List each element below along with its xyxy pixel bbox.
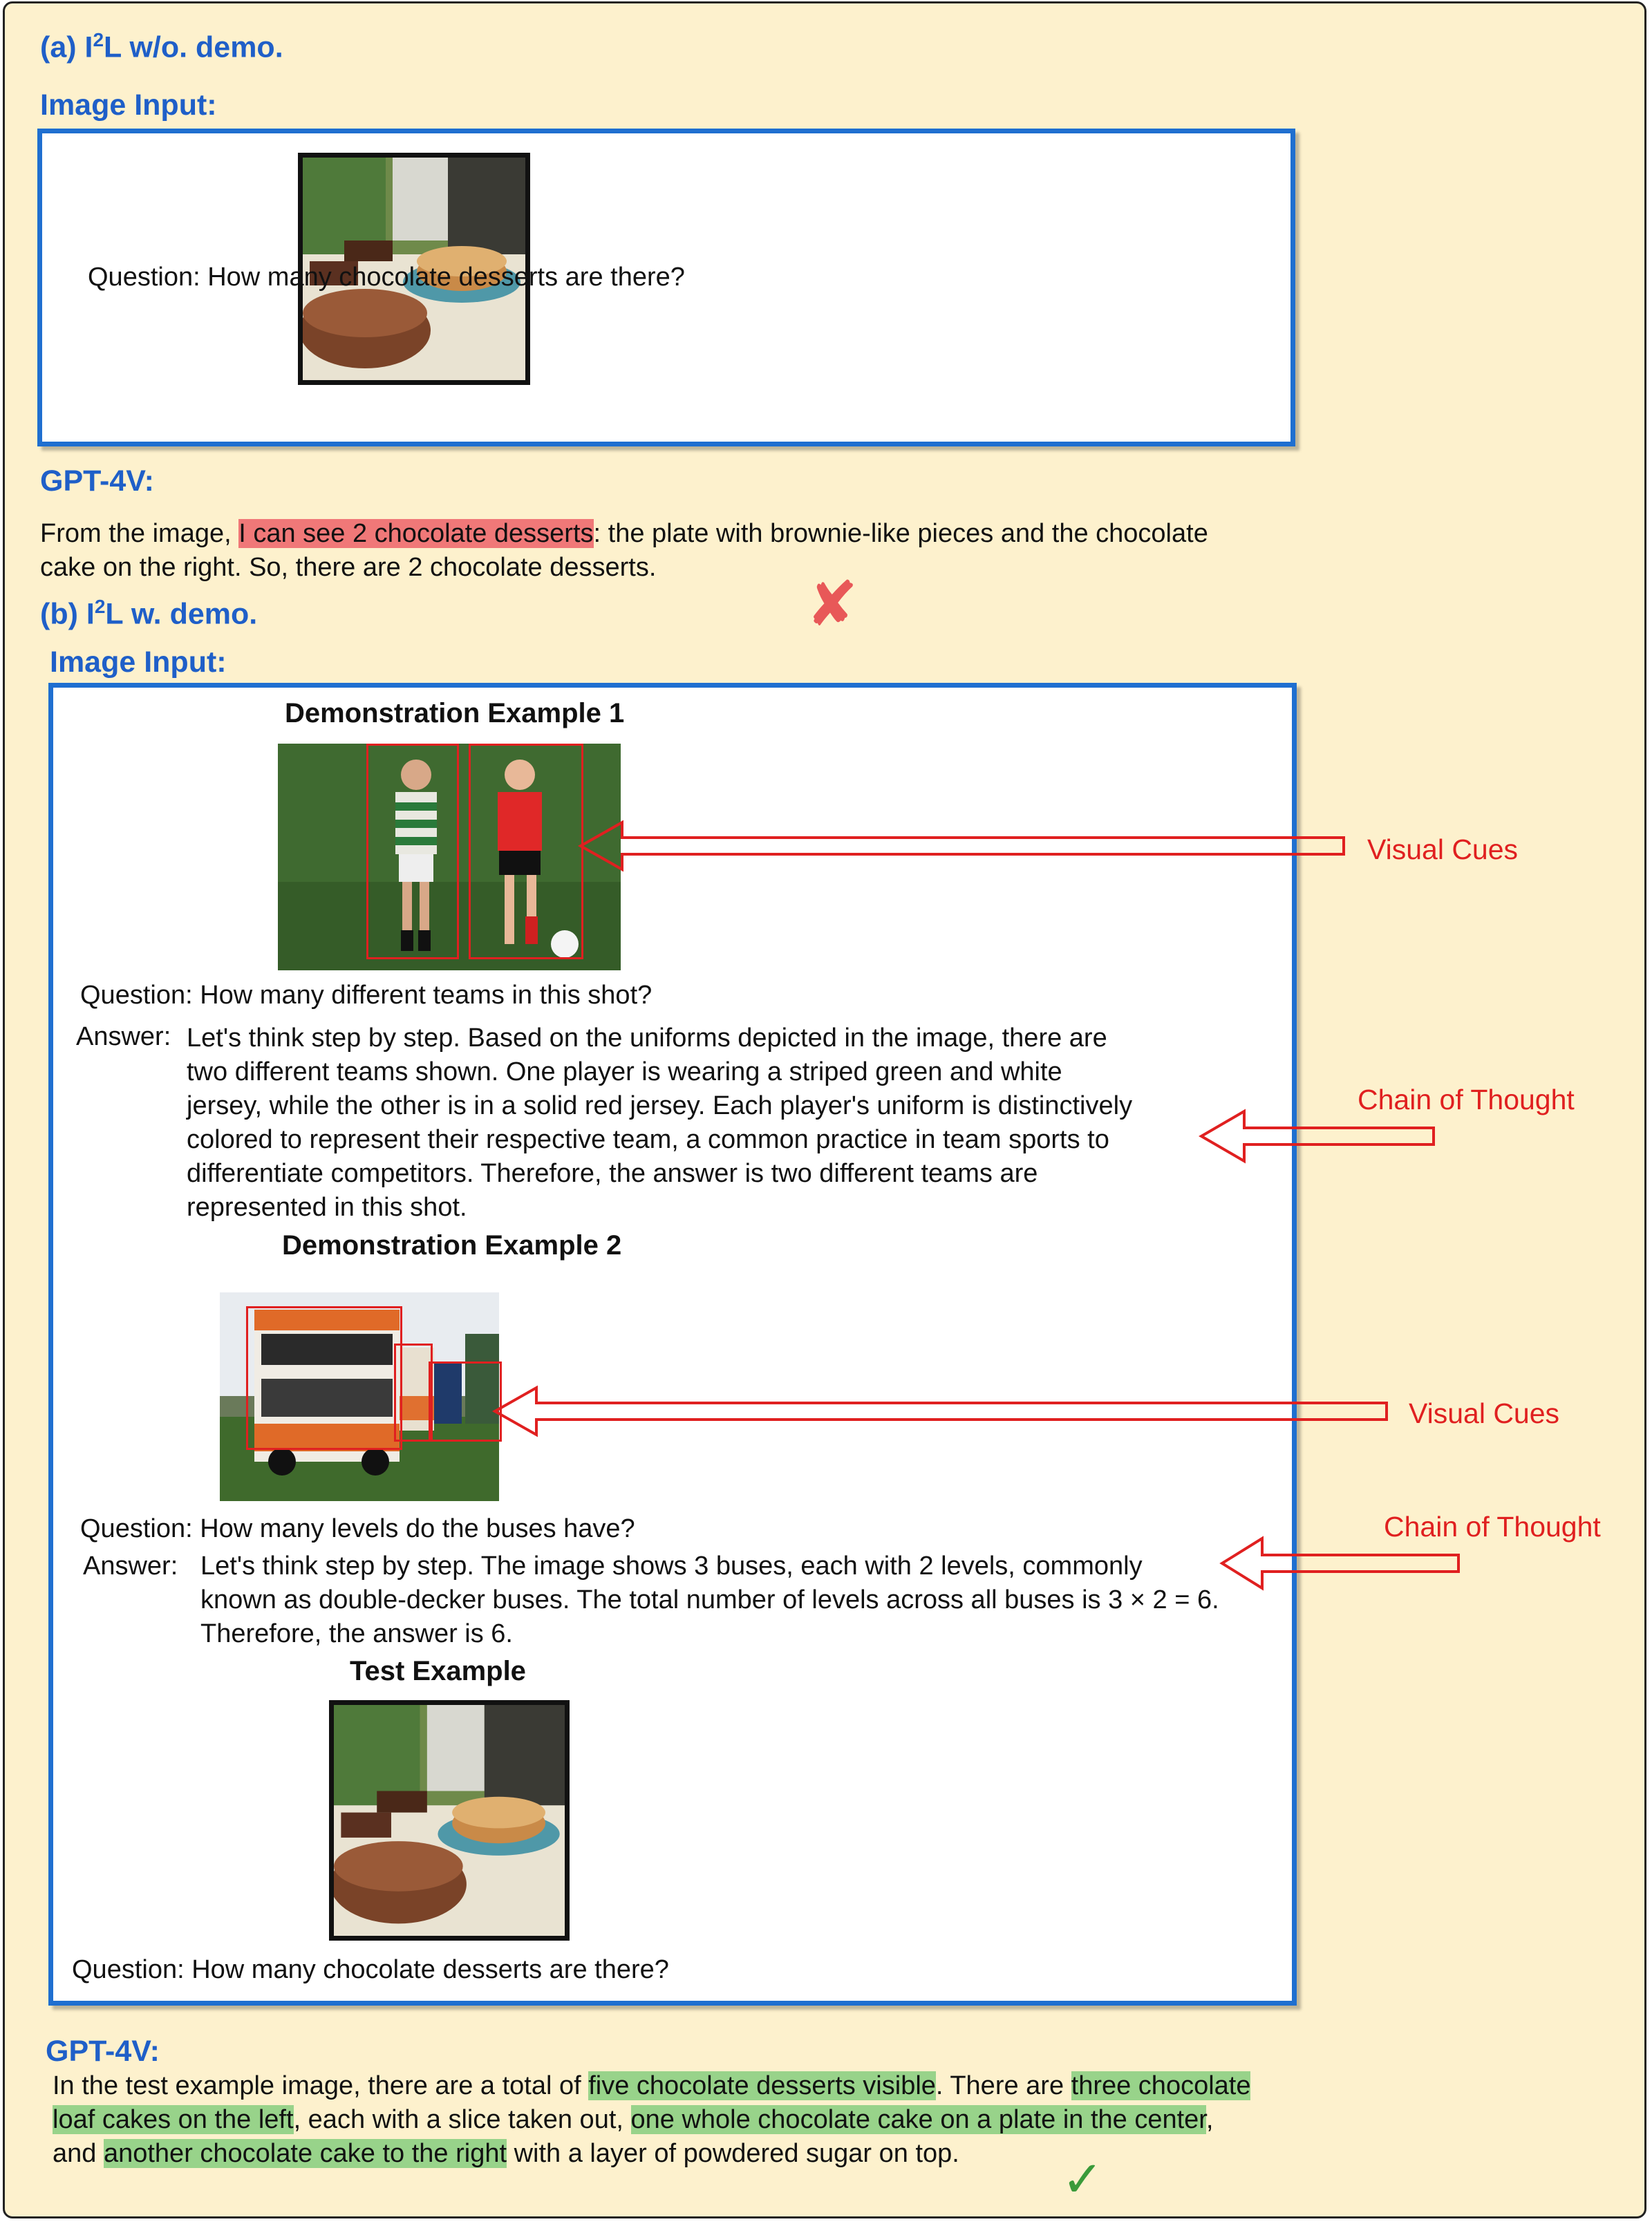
demo1-answer-label: Answer: — [76, 1022, 171, 1051]
visual-cues-arrow-2 — [495, 1388, 1387, 1435]
answer-highlight: one whole chocolate cake on a plate in the center — [630, 2105, 1206, 2134]
section-a-title: (a) $I^2L$ w/o. demo. — [40, 29, 283, 64]
section-a-answer-line2: cake on the right. So, there are 2 chocolate desserts. — [40, 553, 657, 582]
demo2-answer-line: Let's think step by step. The image shows 3 buses, each with 2 levels, commonly — [200, 1552, 1143, 1581]
section-a-gpt-label: GPT-4V: — [40, 464, 154, 498]
test-question: Question: How many chocolate desserts are there? — [72, 1955, 669, 1984]
demo1-answer-line: represented in this shot. — [187, 1193, 467, 1222]
demo2-answer-label: Answer: — [83, 1552, 178, 1581]
chain-of-thought-label-2: Chain of Thought — [1384, 1511, 1601, 1543]
visual-cues-label-1: Visual Cues — [1367, 833, 1519, 865]
answer-highlight: five chocolate desserts visible — [588, 2071, 936, 2100]
section-b-gpt-label: GPT-4V: — [46, 2035, 160, 2068]
chain-of-thought-label-1: Chain of Thought — [1358, 1084, 1575, 1115]
answer-highlight: another chocolate cake to the right — [103, 2139, 507, 2168]
answer-segment: In the test example image, there are a total of — [53, 2071, 589, 2100]
test-title: Test Example — [350, 1656, 526, 1686]
visual-cues-arrow-1 — [581, 822, 1344, 869]
demo1-answer-line: two different teams shown. One player is wearing a striped green and white — [187, 1057, 1062, 1086]
answer-highlight: loaf cakes on the left — [53, 2105, 294, 2134]
section-b-image-input-label: Image Input: — [50, 645, 227, 679]
demo1-answer-line: Let's think step by step. Based on the uniforms depicted in the image, there are — [187, 1024, 1107, 1053]
wrong-mark-icon: ✘ — [806, 570, 858, 639]
section-a-image-input-label: Image Input: — [40, 88, 217, 122]
demo1-answer-line: jersey, while the other is in a solid red jersey. Each player's uniform is distinctively — [187, 1091, 1133, 1120]
answer-segment: . There are — [935, 2071, 1071, 2100]
demo1-question: Question: How many different teams in this shot? — [80, 981, 653, 1010]
section-b-answer-line2 — [53, 2103, 1213, 2137]
section-b-answer-line1 — [53, 2069, 1250, 2103]
chain-of-thought-arrow-1 — [1201, 1111, 1434, 1161]
demo1-answer-line: differentiate competitors. Therefore, the answer is two different teams are — [187, 1159, 1038, 1188]
chain-of-thought-arrow-2 — [1222, 1538, 1458, 1588]
section-a-answer-before: From the image, — [40, 519, 239, 548]
section-a-answer-after: : the plate with brownie-like pieces and the chocolate — [593, 519, 1208, 548]
section-b-answer-line3 — [53, 2137, 959, 2171]
check-mark-icon: ✓ — [1062, 2152, 1104, 2207]
answer-segment: , — [1205, 2105, 1214, 2134]
answer-highlight: three chocolate — [1071, 2071, 1251, 2100]
demo1-answer-line: colored to represent their respective team, a common practice in team sports to — [187, 1125, 1109, 1154]
demo2-title: Demonstration Example 2 — [282, 1230, 622, 1261]
answer-segment: , each with a slice taken out, — [293, 2105, 631, 2134]
section-a-answer-highlight: I can see 2 chocolate desserts — [238, 519, 594, 548]
answer-segment: and — [53, 2139, 104, 2168]
demo2-answer-line: known as double-decker buses. The total number of levels across all buses is 3 × 2 = 6. — [200, 1585, 1219, 1614]
demo1-title: Demonstration Example 1 — [285, 698, 625, 728]
demo2-question: Question: How many levels do the buses have? — [80, 1514, 635, 1543]
section-a-question: Question: How many chocolate desserts are there? — [88, 263, 685, 292]
visual-cues-label-2: Visual Cues — [1409, 1397, 1560, 1429]
answer-segment: with a layer of powdered sugar on top. — [507, 2139, 959, 2168]
demo2-answer-line: Therefore, the answer is 6. — [200, 1619, 513, 1648]
section-b-title: (b) $I^2L$ w. demo. — [40, 596, 258, 631]
